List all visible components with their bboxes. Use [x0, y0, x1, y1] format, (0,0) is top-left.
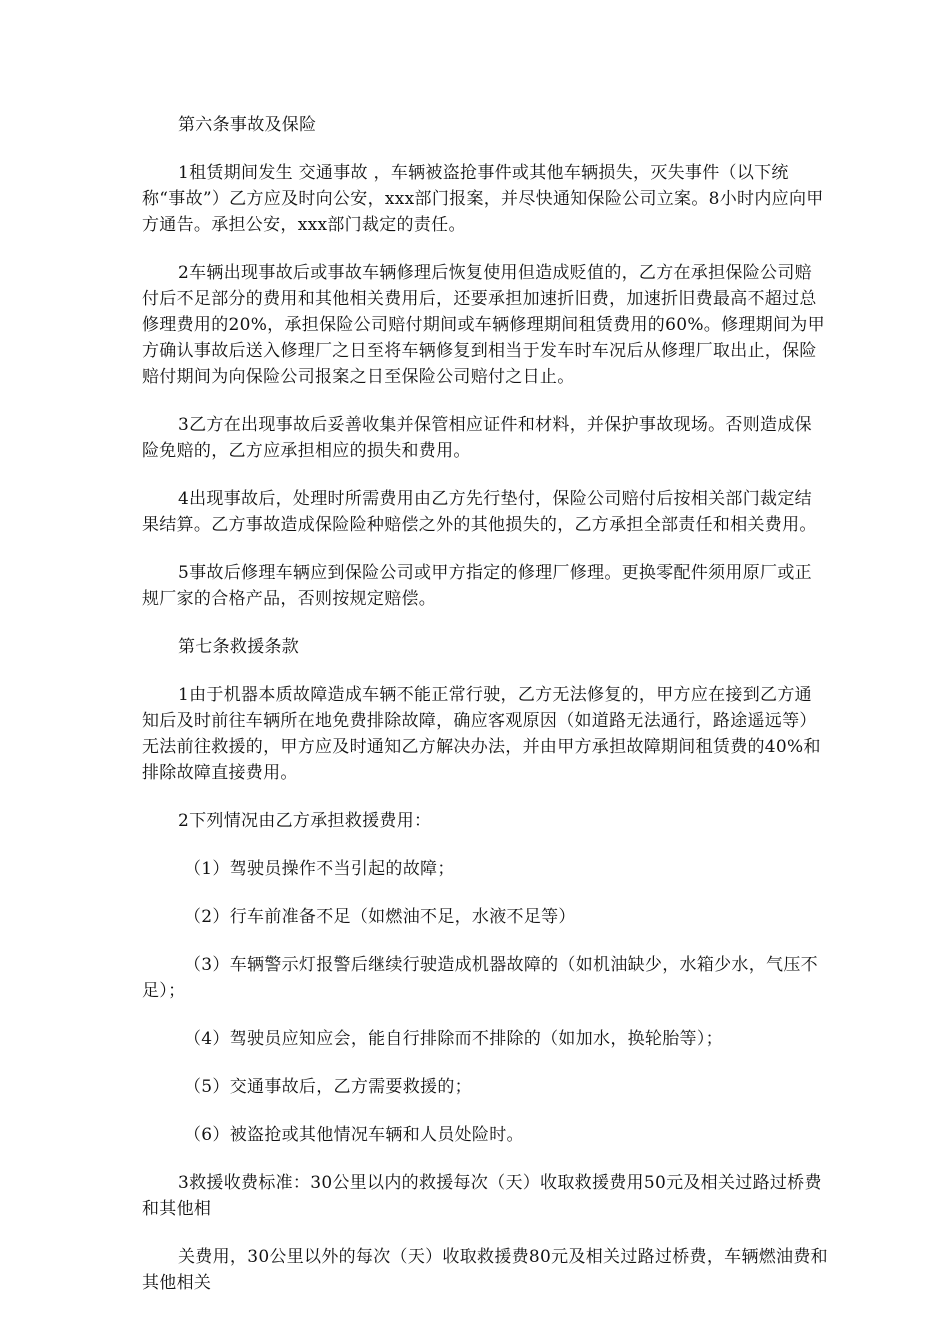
section-6-paragraph-3: 3乙方在出现事故后妥善收集并保管相应证件和材料，并保护事故现场。否则造成保险免赔的，乙方应承担相应的损失和费用。 — [142, 415, 812, 461]
list-item: （6）被盗抢或其他情况车辆和人员处险时。 — [184, 1125, 524, 1145]
list-item: （2）行车前准备不足（如燃油不足，水液不足等） — [184, 907, 576, 927]
section-6-paragraph-4: 4出现事故后，处理时所需费用由乙方先行垫付，保险公司赔付后按相关部门裁定结果结算。乙方事故造成保险险种赔偿之外的其他损失的，乙方承担全部责任和相关费用。 — [142, 489, 817, 535]
list-item: （5）交通事故后，乙方需要救援的； — [184, 1077, 472, 1097]
section-6-title: 第六条事故及保险 — [178, 115, 317, 135]
section-7-paragraph-2: 2下列情况由乙方承担救援费用： — [178, 811, 432, 831]
section-6-paragraph-1: 1租赁期间发生 交通事故 ，车辆被盗抢事件或其他车辆损失，灭失事件（以下统称“事故”）乙方应及时向公安，xxx部门报案，并尽快通知保险公司立案。8小时内应向甲方通告。承担公安，xxx部门裁定的责任。 — [142, 163, 824, 235]
list-item: （1）驾驶员操作不当引起的故障； — [184, 859, 455, 879]
section-7-paragraph-1: 1由于机器本质故障造成车辆不能正常行驶，乙方无法修复的，甲方应在接到乙方通知后及时前往车辆所在地免费排除故障，确应客观原因（如道路无法通行，路途遥远等）无法前往救援的，甲方应及时通知乙方解决办法，并由甲方承担故障期间租赁费的40%和排除故障直接费用。 — [142, 685, 821, 783]
section-7-paragraph-4: 关费用，30公里以外的每次（天）收取救援费80元及相关过路过桥费，车辆燃油费和其他相关 — [142, 1247, 828, 1293]
section-7-paragraph-3: 3救援收费标准：30公里以内的救援每次（天）收取救援费用50元及相关过路过桥费和其他相 — [142, 1173, 822, 1219]
list-item: （3）车辆警示灯报警后继续行驶造成机器故障的（如机油缺少，水箱少水，气压不足）； — [142, 955, 818, 1001]
document-body — [142, 112, 828, 1318]
section-7-title: 第七条救援条款 — [178, 637, 300, 657]
section-6-paragraph-2: 2车辆出现事故后或事故车辆修理后恢复使用但造成贬值的，乙方在承担保险公司赔付后不足部分的费用和其他相关费用后，还要承担加速折旧费，加速折旧费最高不超过总修理费用的20%，承担保险公司赔付期间或车辆修理期间租赁费用的60%。修理期间为甲方确认事故后送入修理厂之日至将车辆修复到相当于发车时车况后从修理厂取出止，保险赔付期间为向保险公司报案之日至保险公司赔付之日止。 — [142, 263, 825, 387]
section-6-paragraph-5: 5事故后修理车辆应到保险公司或甲方指定的修理厂修理。更换零配件须用原厂或正规厂家的合格产品，否则按规定赔偿。 — [142, 563, 812, 609]
list-item: （4）驾驶员应知应会，能自行排除而不排除的（如加水，换轮胎等）； — [184, 1029, 723, 1049]
